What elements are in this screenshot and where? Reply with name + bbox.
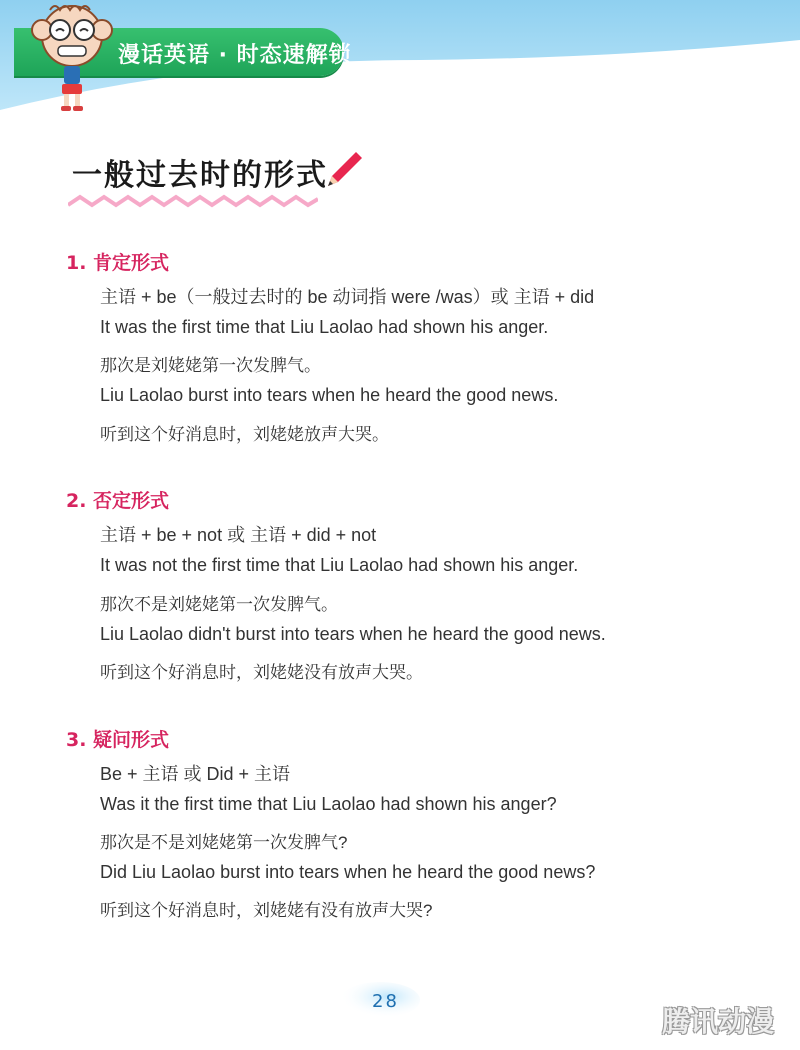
affirmative-structure: 主语 + be（一般过去时的 be 动词指 were /was）或 主语 + did <box>100 287 595 307</box>
affirmative-example-cn-1: 那次是刘姥姥第一次发脾气。 <box>100 356 321 375</box>
interrogative-example-cn-2: 听到这个好消息时，刘姥姥有没有放声大哭? <box>100 901 433 920</box>
page-number: 28 <box>372 991 399 1012</box>
interrogative-example-cn-1: 那次是不是刘姥姥第一次发脾气? <box>100 833 348 852</box>
affirmative-example-cn-2: 听到这个好消息时，刘姥姥放声大哭。 <box>100 425 389 444</box>
section-title-negative: 2. 否定形式 <box>66 490 170 512</box>
pencil-icon <box>322 148 366 192</box>
affirmative-example-en-1: It was the first time that Liu Laolao had shown his anger. <box>100 317 549 337</box>
zigzag-underline <box>68 193 318 209</box>
interrogative-structure: Be + 主语 或 Did + 主语 <box>100 764 291 784</box>
negative-example-cn-2: 听到这个好消息时，刘姥姥没有放声大哭。 <box>100 663 423 682</box>
negative-structure: 主语 + be + not 或 主语 + did + not <box>100 525 377 545</box>
banner-title: 漫话英语 · 时态速解锁 <box>118 43 352 68</box>
interrogative-example-en-2: Did Liu Laolao burst into tears when he heard the good news? <box>100 862 596 882</box>
watermark-logo: 腾讯动漫 <box>662 1005 775 1038</box>
main-heading: 一般过去时的形式 <box>72 158 328 193</box>
negative-example-cn-1: 那次不是刘姥姥第一次发脾气。 <box>100 595 338 614</box>
affirmative-example-en-2: Liu Laolao burst into tears when he heard the good news. <box>100 385 559 405</box>
section-title-interrogative: 3. 疑问形式 <box>66 729 170 751</box>
negative-example-en-2: Liu Laolao didn't burst into tears when he heard the good news. <box>100 624 606 644</box>
mascot-character <box>20 0 120 115</box>
section-title-affirmative: 1. 肯定形式 <box>66 252 170 274</box>
negative-example-en-1: It was not the first time that Liu Laolao had shown his anger. <box>100 555 579 575</box>
interrogative-example-en-1: Was it the first time that Liu Laolao had shown his anger? <box>100 794 557 814</box>
